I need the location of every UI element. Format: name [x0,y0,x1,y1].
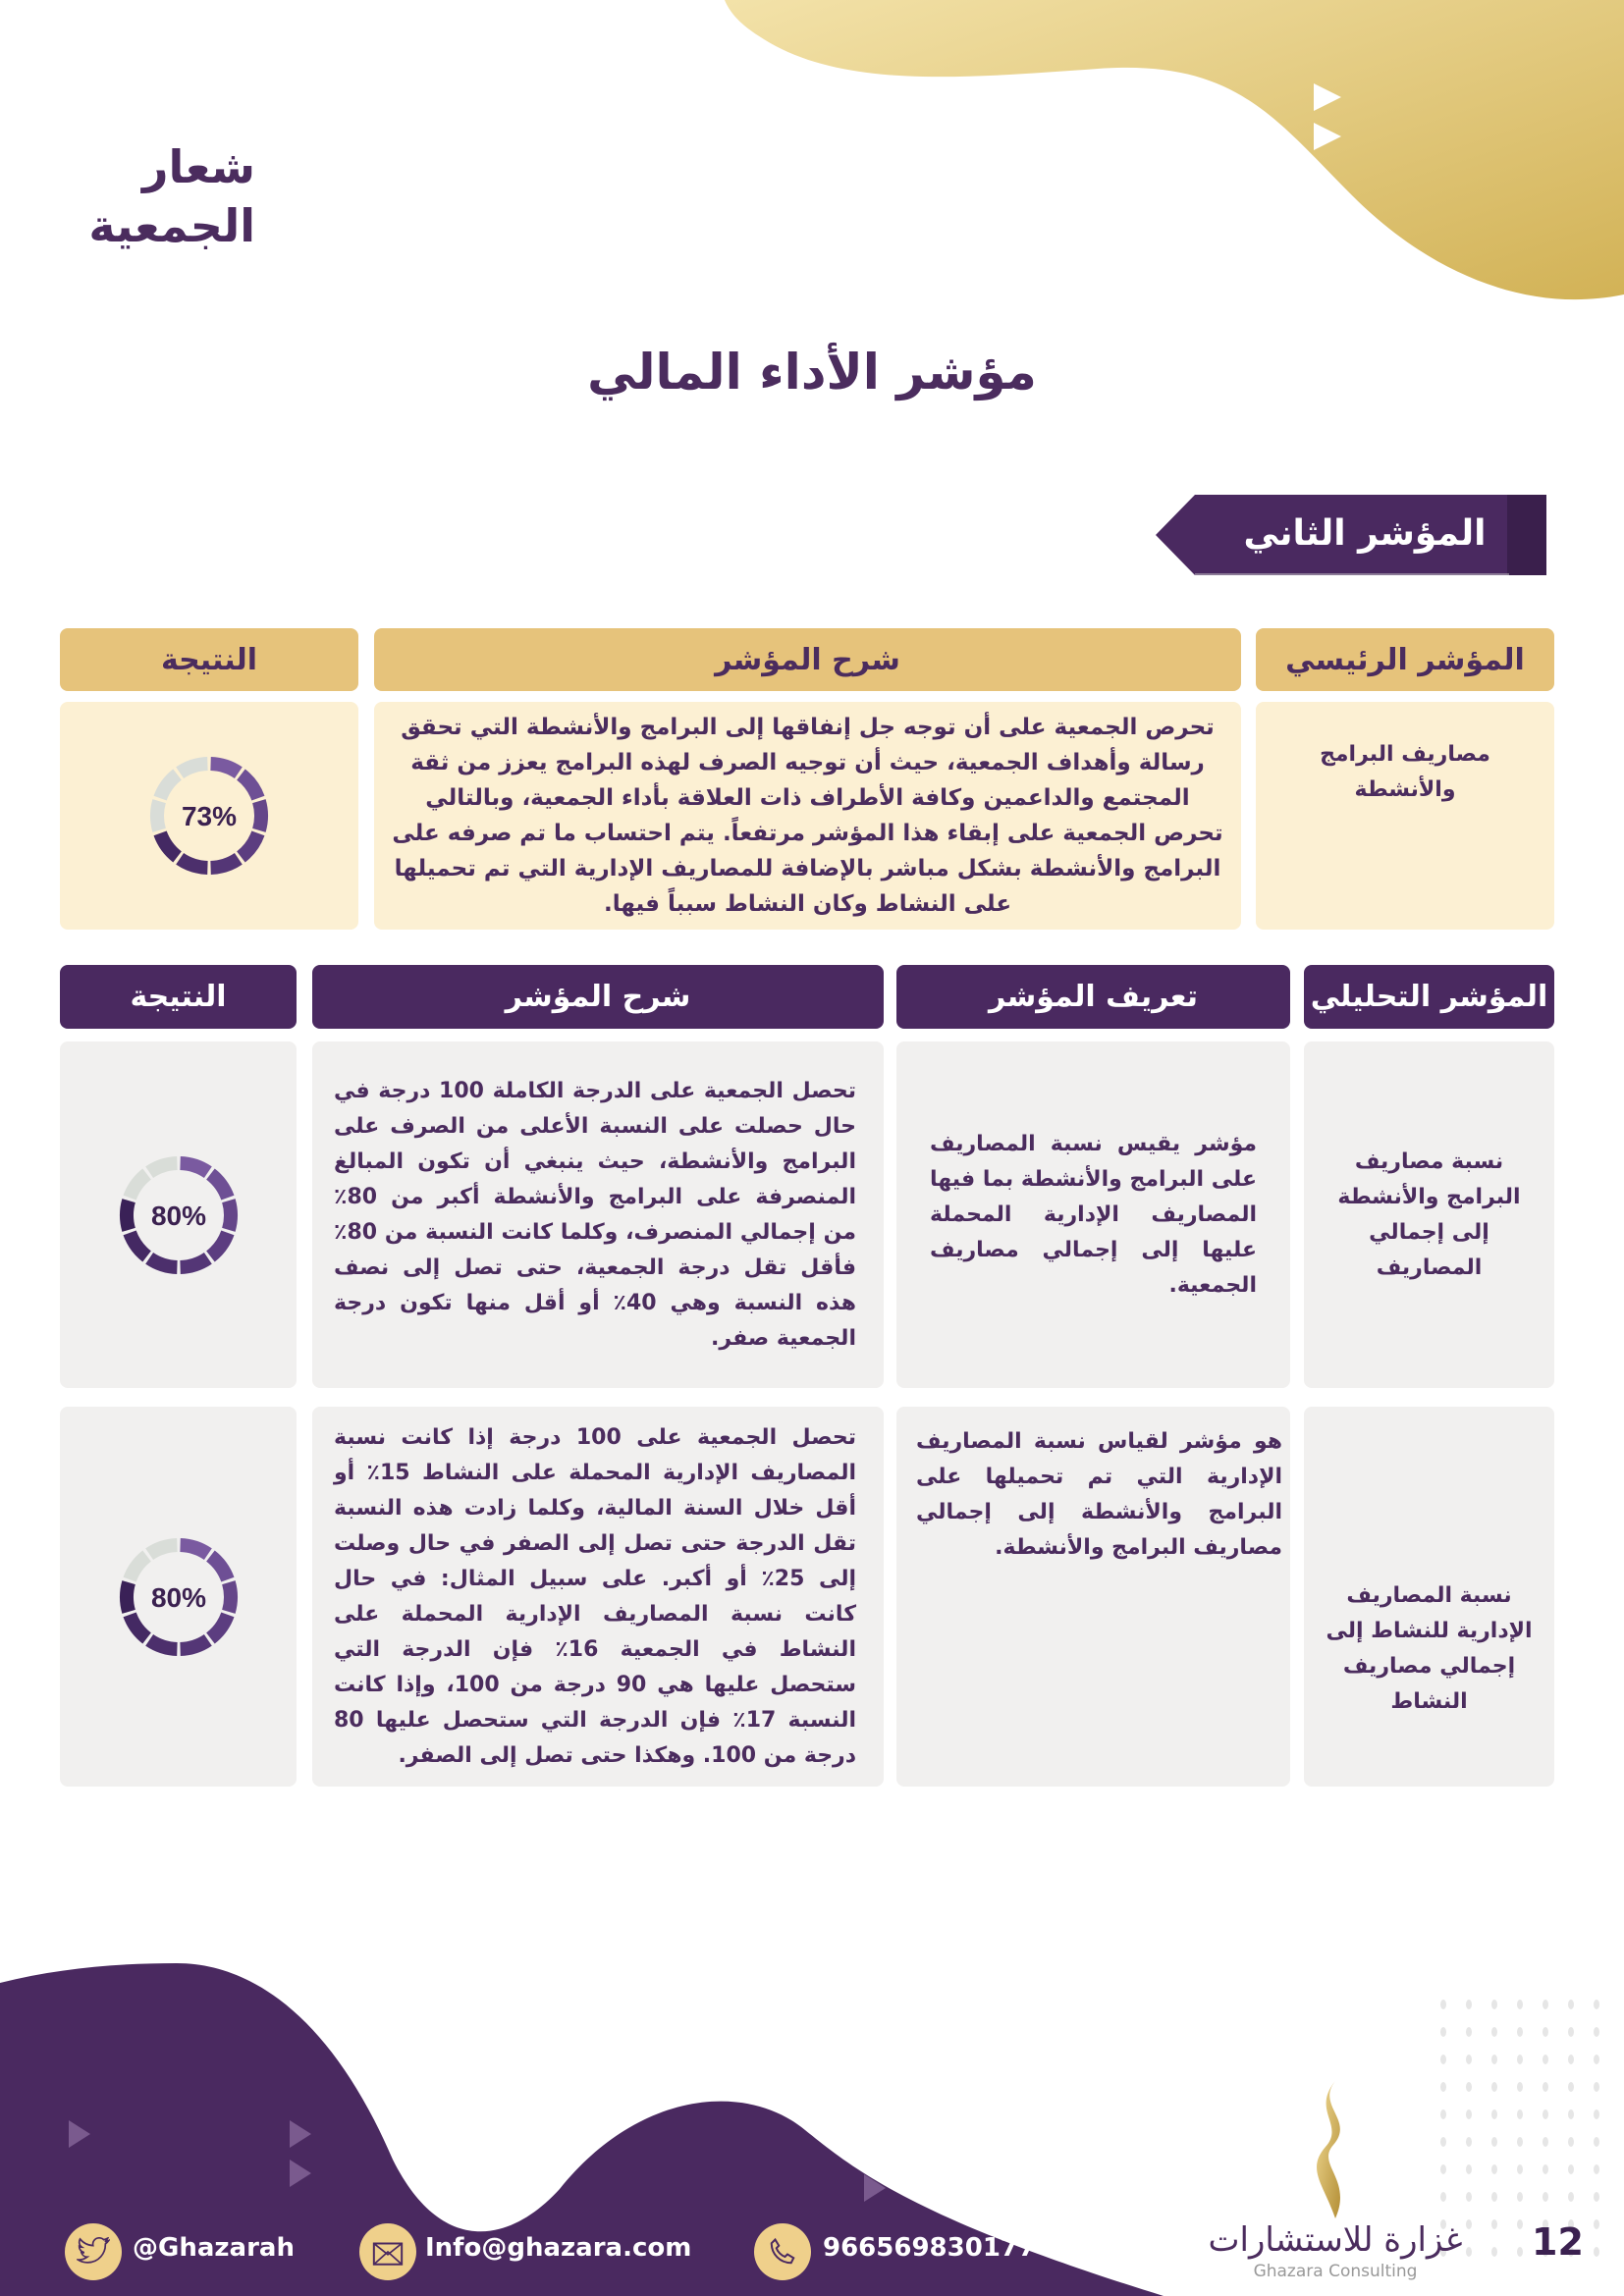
main-indicator-cell: مصاريف البرامج والأنشطة [1256,702,1554,930]
header-result: النتيجة [60,628,358,691]
pattern-dot [1517,2219,1523,2229]
pattern-dot [1543,2164,1548,2174]
explanation-cell: تحصل الجمعية على 100 درجة إذا كانت نسبة المصاريف الإدارية المحملة على النشاط 15٪ أو أقل خلال السنة المالية، وكلما زادت هذه النسبة تقل الدرجة حتى تصل إلى الصفر في حال وصلت إلى 25٪ أو أكبر. على سبيل المثال: في حال كانت نسبة المصاريف الإدارية المحملة على النشاط في الجمعية 16٪ فإن الدرجة التي ستحصل عليها هي 90 درجة من 100، وإذا كانت النسبة 17٪ فإن الدرجة التي ستحصل عليها 80 درجة من 100. وهكذا حتى تصل إلى الصفر. [312,1407,884,1787]
twitter-handle[interactable]: @Ghazarah [133,2233,295,2263]
pattern-dot [1594,2164,1599,2174]
header-explanation: شرح المؤشر [312,965,884,1029]
pattern-dot [1517,2164,1523,2174]
result-donut [145,752,273,880]
donut-segment-filled [180,1634,211,1656]
donut-segment-filled [123,1230,150,1261]
result-donut [115,1533,243,1661]
phone-icon [754,2223,811,2280]
header-definition: تعريف المؤشر [896,965,1290,1029]
donut-segment-filled [237,770,264,801]
pattern-dot [1517,2137,1523,2147]
result-cell [60,1407,297,1787]
pattern-dot [1594,2247,1599,2257]
donut-segment-filled [210,757,242,778]
pattern-dot [1440,2137,1446,2147]
pattern-dot [1517,2192,1523,2202]
pattern-dot [1594,2055,1599,2064]
pattern-dot [1517,2000,1523,2009]
donut-segment-filled [123,1612,150,1643]
pattern-dot [1568,2027,1574,2037]
donut-segment-filled [120,1580,135,1614]
pattern-dot [1491,2247,1497,2257]
donut-segment-filled [180,1253,211,1274]
result-cell [60,1041,297,1388]
pattern-dot [1491,2000,1497,2009]
pattern-dot [1466,2055,1472,2064]
pattern-dot [1543,2082,1548,2092]
pattern-dot [1440,2164,1446,2174]
analytic-cell: نسبة مصاريف البرامج والأنشطة إلى إجمالي المصاريف [1304,1041,1554,1388]
logo-line1: شعار [142,140,255,193]
donut-segment-filled [120,1199,135,1232]
donut-segment-filled [210,853,242,875]
pattern-dot [1491,2219,1497,2229]
brand-logo-mark [1296,2076,1375,2223]
pattern-dot [1440,2109,1446,2119]
definition-cell: هو مؤشر لقياس نسبة المصاريف الإدارية التي تم تحميلها على البرامج والأنشطة إلى إجمالي مصاريف البرامج والأنشطة. [896,1407,1290,1787]
page-number: 12 [1532,2220,1584,2264]
pattern-dot [1568,2055,1574,2064]
gold-decoration [725,0,1624,304]
pattern-dot [1491,2164,1497,2174]
donut-segment-empty [123,1550,150,1581]
result-cell [60,702,358,930]
donut-segment-filled [176,853,207,875]
donut-segment-filled [222,1580,238,1614]
pattern-dot [1543,2055,1548,2064]
donut-segment-filled [252,799,268,832]
donut-segment-filled [206,1168,234,1200]
donut-segment-empty [154,770,182,801]
pattern-dot [1466,2137,1472,2147]
pattern-dot [1491,2082,1497,2092]
donut-segment-empty [123,1168,150,1200]
header-main-indicator: المؤشر الرئيسي [1256,628,1554,691]
donut-segment-filled [154,831,182,863]
pattern-dot [1543,2109,1548,2119]
explanation-cell: تحصل الجمعية على الدرجة الكاملة 100 درجة في حال حصلت على النسبة الأعلى من الصرف على البرامج والأنشطة، حيث ينبغي أن تكون المبالغ المنصرفة على البرامج والأنشطة أكبر من 80٪ من إجمالي المنصرف، وكلما كانت النسبة من 80٪ فأقل تقل درجة الجمعية، حتى تصل إلى نصف هذه النسبة وهي 40٪ أو أقل منها تكون درجة الجمعية صفر. [312,1041,884,1388]
pattern-dot [1466,2247,1472,2257]
pattern-dot [1440,2000,1446,2009]
analytic-cell: نسبة المصاريف الإدارية للنشاط إلى إجمالي مصاريف النشاط [1304,1407,1554,1787]
pattern-dot [1440,2055,1446,2064]
donut-segment-filled [237,831,264,863]
pattern-dot [1517,2082,1523,2092]
pattern-dot [1440,2192,1446,2202]
pattern-dot [1568,2192,1574,2202]
pattern-dot [1543,2137,1548,2147]
definition-cell: مؤشر يقيس نسبة المصاريف على البرامج والأنشطة بما فيها المصاريف الإدارية المحملة عليها إلى إجمالي مصاريف الجمعية. [896,1041,1290,1388]
section-label: المؤشر الثاني [1243,513,1487,554]
pattern-dot [1517,2109,1523,2119]
pattern-dot [1466,2109,1472,2119]
header-result: النتيجة [60,965,297,1029]
pattern-dot [1568,2164,1574,2174]
brand-name-arabic: غزارة للاستشارات [1208,2220,1463,2260]
pattern-dot [1594,2027,1599,2037]
pattern-dot [1491,2192,1497,2202]
pattern-dot [1466,2219,1472,2229]
pattern-dot [1517,2247,1523,2257]
email-address[interactable]: Info@ghazara.com [425,2233,692,2263]
pattern-dot [1594,2082,1599,2092]
pattern-dot [1594,2219,1599,2229]
donut-segment-filled [206,1612,234,1643]
pattern-dot [1491,2137,1497,2147]
pattern-dot [1594,2137,1599,2147]
result-donut [115,1151,243,1279]
pattern-dot [1466,2000,1472,2009]
twitter-icon [65,2223,122,2280]
pattern-dot [1543,2027,1548,2037]
donut-segment-filled [206,1550,234,1581]
logo-line2: الجمعية [88,199,255,252]
pattern-dot [1491,2055,1497,2064]
pattern-dot [1543,2000,1548,2009]
donut-segment-empty [145,1156,177,1178]
donut-segment-empty [176,757,207,778]
brand-name-english: Ghazara Consulting [1253,2262,1418,2281]
donut-segment-empty [145,1538,177,1560]
pattern-dot [1568,2082,1574,2092]
donut-segment-filled [206,1230,234,1261]
pattern-dot [1594,2000,1599,2009]
donut-segment-filled [145,1634,177,1656]
association-logo [59,137,255,255]
header-explanation: شرح المؤشر [374,628,1241,691]
donut-segment-filled [222,1199,238,1232]
donut-label: 80% [150,1200,206,1231]
pattern-dot [1594,2192,1599,2202]
pattern-dot [1594,2109,1599,2119]
pattern-dot [1491,2109,1497,2119]
donut-segment-filled [180,1538,211,1560]
pattern-dot [1466,2164,1472,2174]
pattern-dot [1568,2000,1574,2009]
pattern-dot [1466,2082,1472,2092]
donut-segment-filled [180,1156,211,1178]
donut-label: 73% [181,801,238,831]
pattern-dot [1568,2137,1574,2147]
header-analytic-indicator: المؤشر التحليلي [1304,965,1554,1029]
donut-segment-filled [145,1253,177,1274]
donut-label: 80% [150,1581,206,1613]
pattern-dot [1491,2027,1497,2037]
pattern-dot [1466,2192,1472,2202]
pattern-dot [1440,2027,1446,2037]
email-icon [359,2223,416,2280]
phone-number[interactable]: 966569830177+ [823,2233,1057,2263]
pattern-dot [1466,2027,1472,2037]
pattern-dot [1543,2192,1548,2202]
pattern-dot [1517,2055,1523,2064]
page-title: مؤشر الأداء المالي [587,344,1037,400]
pattern-dot [1568,2109,1574,2119]
explanation-cell: تحرص الجمعية على أن توجه جل إنفاقها إلى البرامج والأنشطة التي تحقق رسالة وأهداف الجمعية، حيث أن توجيه الصرف لهذه البرامج يعزز من ثقة المجتمع والداعمين وكافة الأطراف ذات العلاقة بأداء الجمعية، وبالتالي تحرص الجمعية على إبقاء هذا المؤشر مرتفعاً. يتم احتساب ما تم صرفه على البرامج والأنشطة بشكل مباشر بالإضافة للمصاريف الإدارية التي تم تحميلها على النشاط وكان النشاط سبباً فيها. [374,702,1241,930]
pattern-dot [1440,2082,1446,2092]
donut-segment-empty [150,799,166,832]
pattern-dot [1517,2027,1523,2037]
